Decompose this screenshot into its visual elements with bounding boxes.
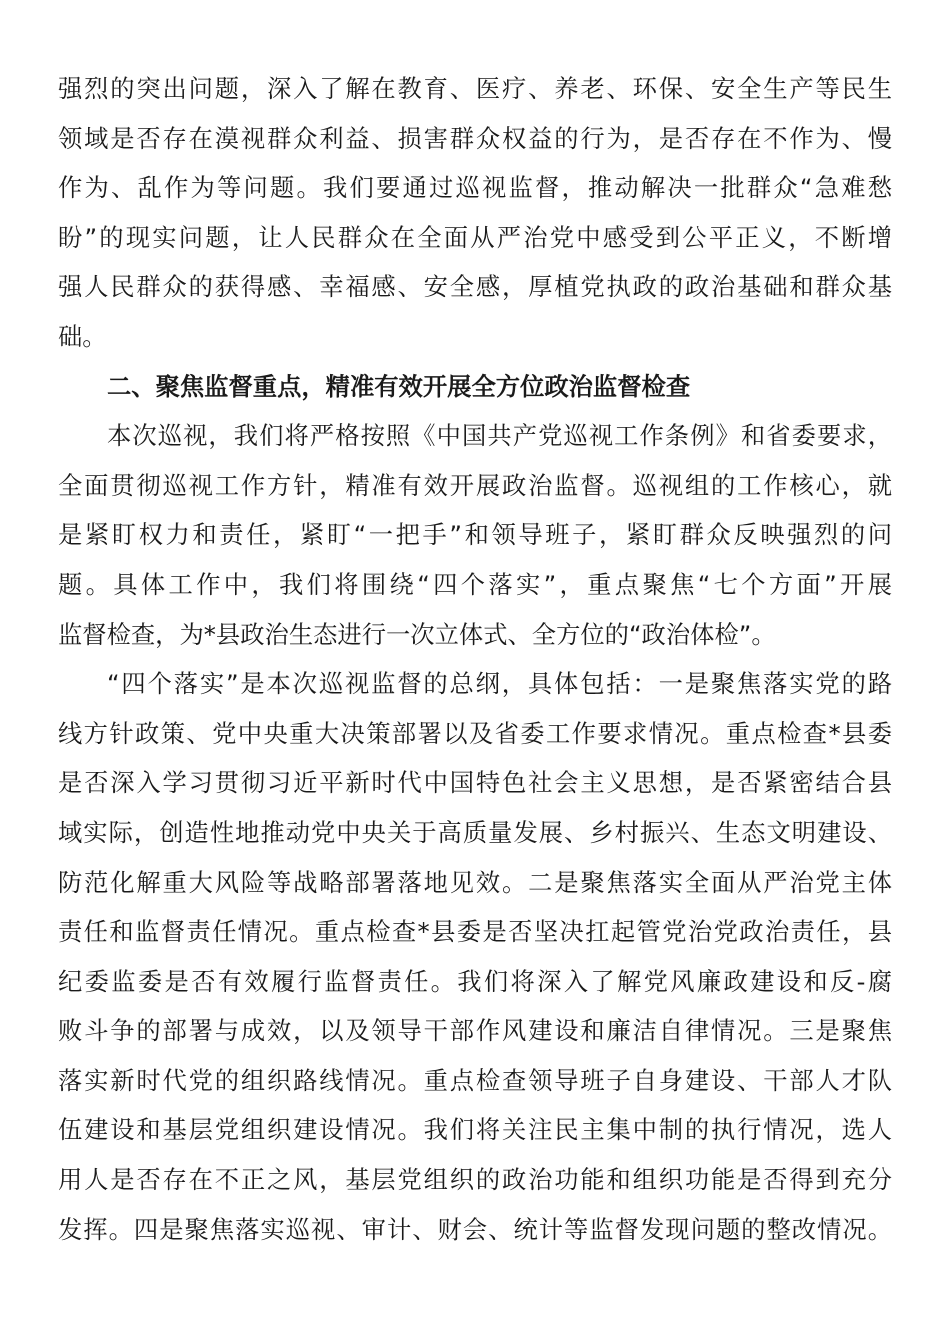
text-line: 域实际，创造性地推动党中央关于高质量发展、乡村振兴、生态文明建设、 [58, 817, 892, 847]
text-line: 是否深入学习贯彻习近平新时代中国特色社会主义思想，是否紧密结合县 [58, 768, 892, 798]
document-page [58, 64, 892, 1254]
text-line: 用人是否存在不正之风，基层党组织的政治功能和组织功能是否得到充分 [58, 1165, 892, 1195]
text-line: 防范化解重大风险等战略部署落地见效。二是聚焦落实全面从严治党主体 [58, 867, 892, 897]
text-line: 纪委监委是否有效履行监督责任。我们将深入了解党风廉政建设和反-腐 [58, 966, 892, 996]
text-line: 本次巡视，我们将严格按照《中国共产党巡视工作条例》和省委要求， [107, 421, 892, 451]
text-line: 础。 [58, 321, 107, 351]
text-line: 败斗争的部署与成效，以及领导干部作风建设和廉洁自律情况。三是聚焦 [58, 1016, 892, 1046]
text-line: 题。具体工作中，我们将围绕“四个落实”，重点聚焦“七个方面”开展 [58, 569, 892, 599]
text-line: 发挥。四是聚焦落实巡视、审计、财会、统计等监督发现问题的整改情况。 [58, 1214, 892, 1244]
text-line: 强烈的突出问题，深入了解在教育、医疗、养老、环保、安全生产等民生 [58, 74, 892, 103]
text-line: 伍建设和基层党组织建设情况。我们将关注民主集中制的执行情况，选人 [58, 1115, 892, 1145]
text-line: 线方针政策、党中央重大决策部署以及省委工作要求情况。重点检查*县委 [58, 718, 892, 748]
text-line: 作为、乱作为等问题。我们要通过巡视监督，推动解决一批群众“急难愁 [58, 173, 892, 203]
text-line: 落实新时代党的组织路线情况。重点检查领导班子自身建设、干部人才队 [58, 1065, 892, 1095]
text-line: 责任和监督责任情况。重点检查*县委是否坚决扛起管党治党政治责任，县 [58, 917, 892, 947]
text-line: 是紧盯权力和责任，紧盯“一把手”和领导班子，紧盯群众反映强烈的问 [58, 520, 892, 550]
text-line: 领域是否存在漠视群众利益、损害群众权益的行为，是否存在不作为、慢 [58, 123, 892, 153]
text-line: 强人民群众的获得感、幸福感、安全感，厚植党执政的政治基础和群众基 [58, 272, 892, 302]
text-line: “四个落实”是本次巡视监督的总纲，具体包括：一是聚焦落实党的路 [107, 669, 892, 699]
text-line: 监督检查，为*县政治生态进行一次立体式、全方位的“政治体检”。 [58, 619, 776, 649]
section-heading: 二、聚焦监督重点，精准有效开展全方位政治监督检查 [107, 371, 691, 401]
text-line: 盼”的现实问题，让人民群众在全面从严治党中感受到公平正义，不断增 [58, 222, 892, 252]
text-line: 全面贯彻巡视工作方针，精准有效开展政治监督。巡视组的工作核心，就 [58, 470, 892, 500]
